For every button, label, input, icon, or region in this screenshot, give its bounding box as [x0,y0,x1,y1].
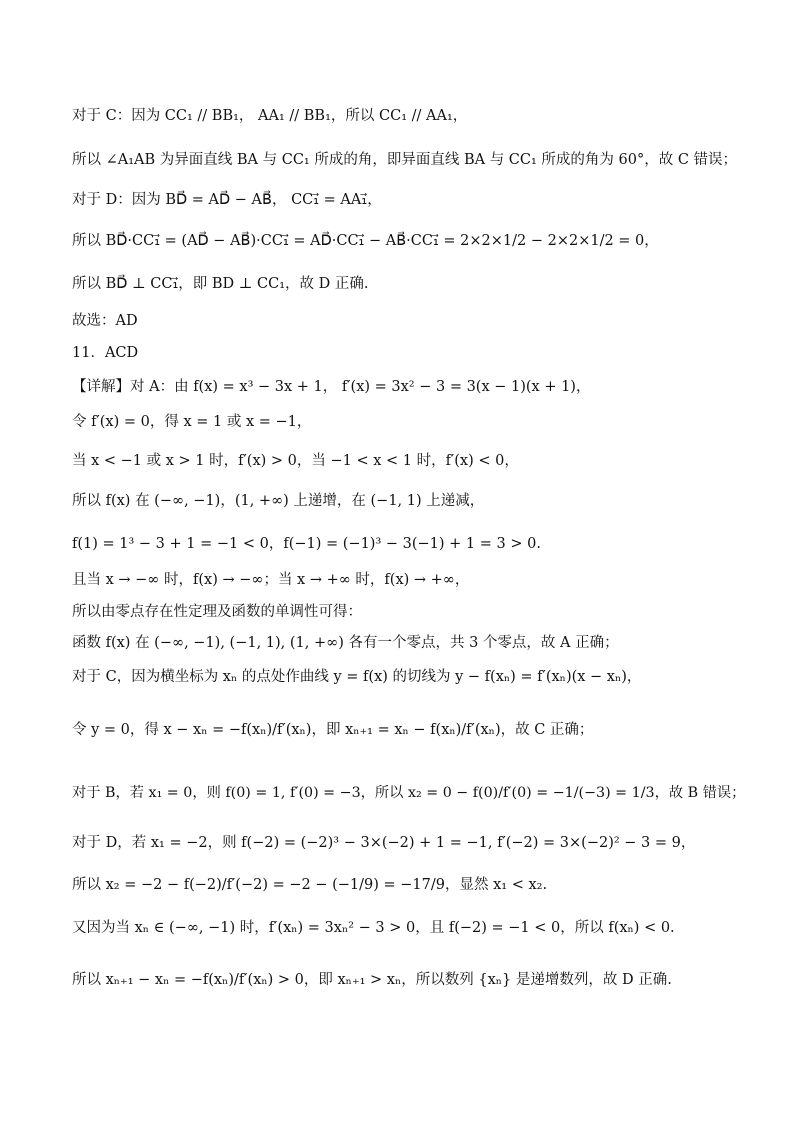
text-line: 【详解】对 A：由 f(x) = x³ − 3x + 1， f′(x) = 3x² − 3 = 3(x − 1)(x + 1)， [72,379,591,395]
text-line: 对于 B，若 x₁ = 0，则 f(0) = 1, f′(0) = −3，所以 x₂ = 0 − f(0)/f′(0) = −1/(−3) = 1/3，故 B 错误； [72,785,746,801]
text-line: 所以 BD⃗·CC₁⃗ = (AD⃗ − AB⃗)·CC₁⃗ = AD⃗·CC₁⃗ − AB⃗·CC₁⃗ = 2×2×1/2 − 2×2×1/2 = 0， [72,233,659,249]
text-line: 函数 f(x) 在 (−∞, −1), (−1, 1), (1, +∞) 各有一个零点，共 3 个零点，故 A 正确； [72,635,619,651]
text-line: 所以 f(x) 在 (−∞, −1)，(1, +∞) 上递增，在 (−1, 1) 上递减， [72,493,485,509]
text-line: 对于 D，若 x₁ = −2，则 f(−2) = (−2)³ − 3×(−2) + 1 = −1, f′(−2) = 3×(−2)² − 3 = 9， [72,835,696,851]
text-line: 令 f′(x) = 0，得 x = 1 或 x = −1， [72,414,312,430]
text-line: 所以由零点存在性定理及函数的单调性可得： [72,604,362,620]
text-line: 所以 xₙ₊₁ − xₙ = −f(xₙ)/f′(xₙ) > 0，即 xₙ₊₁ > xₙ，所以数列 {xₙ} 是递增数列，故 D 正确. [72,972,672,988]
text-line: 所以 ∠A₁AB 为异面直线 BA 与 CC₁ 所成的角，即异面直线 BA 与 CC₁ 所成的角为 60°，故 C 错误； [72,152,738,168]
text-line: 所以 BD⃗ ⊥ CC₁⃗，即 BD ⊥ CC₁，故 D 正确. [72,276,369,292]
text-line: f(1) = 1³ − 3 + 1 = −1 < 0，f(−1) = (−1)³ − 3(−1) + 1 = 3 > 0. [72,536,541,552]
text-line: 11．ACD [72,345,139,361]
text-line: 又因为当 xₙ ∈ (−∞, −1) 时，f′(xₙ) = 3xₙ² − 3 > 0，且 f(−2) = −1 < 0，所以 f(xₙ) < 0. [72,920,675,936]
text-line: 故选：AD [72,313,138,329]
text-line: 且当 x → −∞ 时，f(x) → −∞；当 x → +∞ 时，f(x) → +∞， [72,572,470,588]
text-line: 对于 C，因为横坐标为 xₙ 的点处作曲线 y = f(x) 的切线为 y − f(xₙ) = f′(xₙ)(x − xₙ)， [72,669,642,685]
text-line: 令 y = 0，得 x − xₙ = −f(xₙ)/f′(xₙ)，即 xₙ₊₁ = xₙ − f(xₙ)/f′(xₙ)，故 C 正确； [72,722,594,738]
text-line: 对于 D：因为 BD⃗ = AD⃗ − AB⃗， CC₁⃗ = AA₁⃗， [72,192,382,208]
text-line: 所以 x₂ = −2 − f(−2)/f′(−2) = −2 − (−1/9) = −17/9，显然 x₁ < x₂. [72,877,548,893]
text-line: 当 x < −1 或 x > 1 时，f′(x) > 0，当 −1 < x < 1 时，f′(x) < 0， [72,453,519,469]
text-line: 对于 C：因为 CC₁ // BB₁， AA₁ // BB₁，所以 CC₁ // AA₁， [72,108,468,124]
